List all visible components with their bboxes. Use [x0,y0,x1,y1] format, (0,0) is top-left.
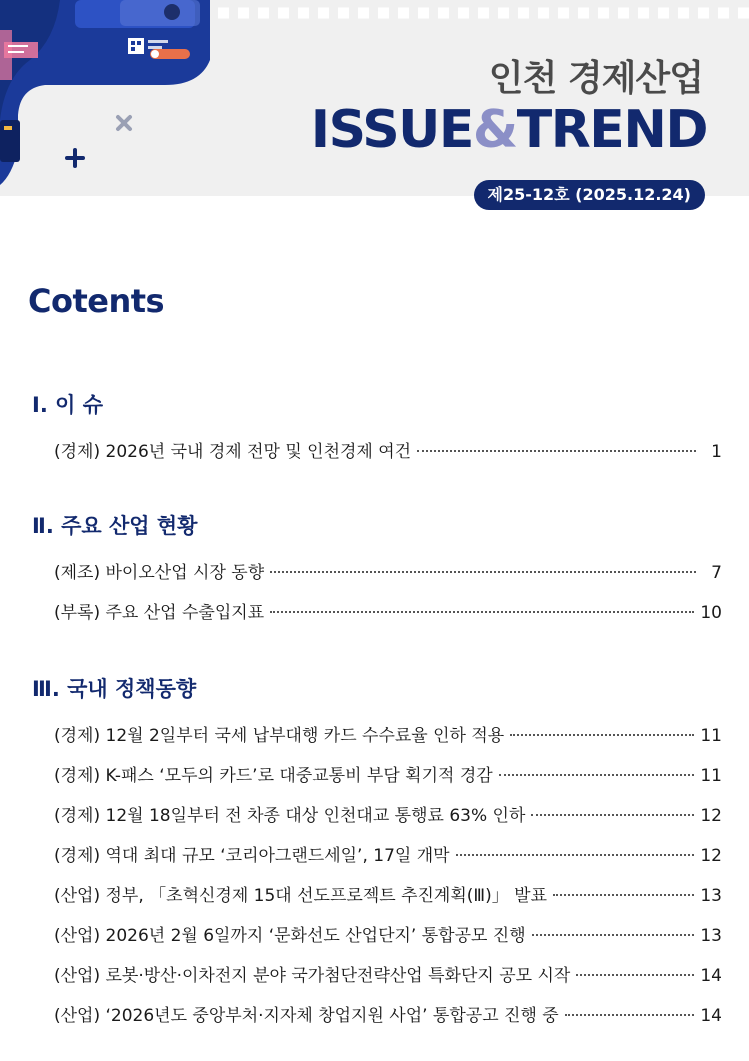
toc-page-number: 12 [700,806,722,826]
toc-entry[interactable] [32,716,722,756]
section-heading: Ⅱ. 주요 산업 현황 [32,514,198,538]
toc-entry-title: (산업) 정부, 「초혁신경제 15대 선도프로젝트 추진계획(Ⅲ)」 발표 [54,886,547,906]
header-illustration [0,0,240,196]
toc-entry-title: (산업) ‘2026년도 중앙부처·지자체 창업지원 사업’ 통합공고 진행 중 [54,1006,559,1026]
toc-entry-title: (경제) 역대 최대 규모 ‘코리아그랜드세일’, 17일 개막 [54,846,450,866]
toc-section-policy [32,674,722,1036]
dot-leader [270,571,696,573]
toc-entry-title: (산업) 로봇·방산·이차전지 분야 국가첨단전략산업 특화단지 공모 시작 [54,966,571,986]
toc-entry[interactable] [32,796,722,836]
toc-entry-title: (경제) K-패스 ‘모두의 카드’로 대중교통비 부담 획기적 경감 [54,766,493,786]
toc-entry[interactable] [32,756,722,796]
toc-list [32,716,722,1036]
issue-number-badge: 제25-12호 (2025.12.24) [474,180,706,210]
toc-page-number: 14 [700,1006,722,1026]
toc-entry-title: (경제) 12월 2일부터 국세 납부대행 카드 수수료율 인하 적용 [54,726,505,746]
dashed-decoration [218,6,749,20]
toc-entry[interactable] [32,956,722,996]
dot-leader [565,1014,695,1016]
cover-header [0,0,749,196]
toc-entry[interactable] [32,553,722,593]
dot-leader [532,934,695,936]
toc-section-issues [32,390,722,472]
toc-page-number: 12 [700,846,722,866]
toc-section-industry [32,511,722,633]
toc-entry[interactable] [32,996,722,1036]
plus-icon [67,150,83,166]
toc-entry[interactable] [32,836,722,876]
toc-entry[interactable] [32,593,722,633]
cross-icon [118,117,130,129]
dot-leader [456,854,695,856]
dot-leader [499,774,695,776]
toc-page-number: 1 [711,442,722,462]
toc-page-number: 11 [700,726,722,746]
toc-page-number: 7 [711,563,722,583]
toc-entry-title: (경제) 12월 18일부터 전 차종 대상 인천대교 통행료 63% 인하 [54,806,526,826]
qr-code-icon [128,38,144,54]
toc-page-number: 13 [700,926,722,946]
dot-leader [270,611,694,613]
toc-entry[interactable] [32,432,722,472]
contents-heading: Cotents [28,282,165,320]
section-heading: Ⅰ. 이 슈 [32,393,103,417]
dot-leader [531,814,694,816]
toc-page-number: 10 [700,603,722,623]
title-trend: TREND [516,100,707,160]
title-issue: ISSUE [310,100,473,160]
dot-leader [417,450,696,452]
section-heading: Ⅲ. 국내 정책동향 [32,677,197,701]
toc-list [32,553,722,633]
dot-leader [576,974,694,976]
toc-entry-title: (경제) 2026년 국내 경제 전망 및 인천경제 여건 [54,442,412,462]
toc-page-number: 13 [700,886,722,906]
toc-list [32,432,722,472]
toc-page-number: 14 [700,966,722,986]
dot-leader [510,734,694,736]
toc-entry-title: (부록) 주요 산업 수출입지표 [54,603,265,623]
title-ampersand: & [472,100,517,160]
toc-page-number: 11 [700,766,722,786]
toc-entry-title: (제조) 바이오산업 시장 동향 [54,563,265,583]
dot-leader [553,894,694,896]
toc-entry[interactable] [32,916,722,956]
report-title-korean: 인천 경제산업 [488,58,703,99]
toc-entry[interactable] [32,876,722,916]
toc-entry-title: (산업) 2026년 2월 6일까지 ‘문화선도 산업단지’ 통합공모 진행 [54,926,526,946]
report-title-english [311,100,707,160]
